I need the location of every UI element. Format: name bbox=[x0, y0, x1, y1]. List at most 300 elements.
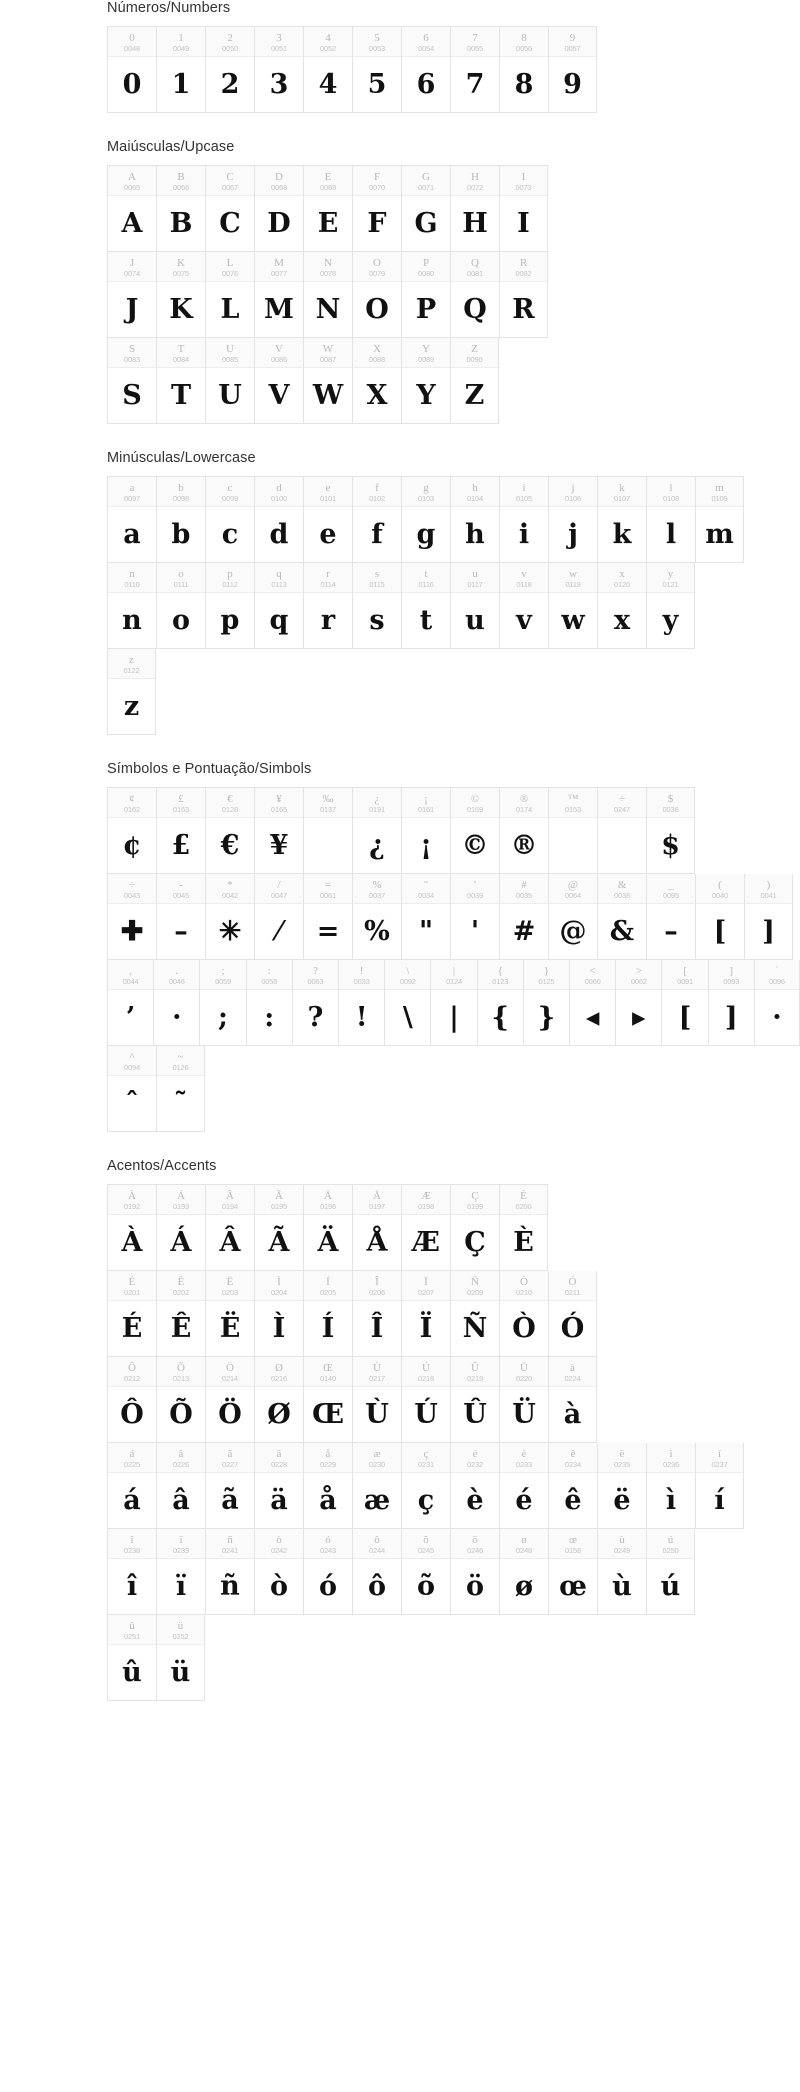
glyph-cell[interactable] bbox=[156, 1046, 205, 1132]
glyph-character-label: Ã bbox=[275, 1189, 283, 1202]
glyph-cell[interactable] bbox=[548, 26, 597, 113]
glyph-cell[interactable] bbox=[401, 1271, 450, 1357]
glyph-cell[interactable] bbox=[499, 476, 548, 563]
glyph-cell[interactable] bbox=[107, 874, 156, 960]
glyph-code-label: 0214 bbox=[222, 1373, 238, 1383]
glyph-cell-header bbox=[157, 563, 205, 593]
glyph-cell-header bbox=[451, 252, 499, 282]
glyph-cell[interactable] bbox=[548, 476, 597, 563]
glyph-preview: k bbox=[612, 519, 632, 550]
glyph-cell-header bbox=[353, 338, 401, 368]
glyph-cell[interactable] bbox=[153, 960, 199, 1046]
glyph-cell[interactable] bbox=[450, 1184, 499, 1271]
glyph-cell[interactable] bbox=[156, 1529, 205, 1615]
glyph-cell[interactable] bbox=[477, 960, 523, 1046]
glyph-character-label: I bbox=[521, 170, 526, 183]
glyph-code-label: 0045 bbox=[173, 890, 189, 900]
glyph-cell[interactable] bbox=[254, 1271, 303, 1357]
glyph-preview: à bbox=[563, 1399, 582, 1430]
glyph-preview: ® bbox=[510, 830, 538, 861]
glyph-cell[interactable] bbox=[352, 165, 401, 252]
glyph-preview: ñ bbox=[220, 1571, 240, 1602]
glyph-cell[interactable] bbox=[695, 1443, 744, 1529]
glyph-preview: Q bbox=[463, 294, 487, 325]
glyph-cell[interactable] bbox=[156, 1271, 205, 1357]
glyph-cell[interactable] bbox=[107, 252, 156, 338]
glyph-cell[interactable] bbox=[156, 476, 205, 563]
glyph-cell[interactable] bbox=[450, 787, 499, 874]
glyph-cell[interactable] bbox=[107, 1443, 156, 1529]
glyph-cell[interactable] bbox=[450, 1357, 499, 1443]
glyph-cell[interactable] bbox=[499, 1184, 548, 1271]
section-title: Acentos/Accents bbox=[107, 1158, 217, 1174]
glyph-cell[interactable] bbox=[254, 476, 303, 563]
glyph-cell[interactable] bbox=[548, 1357, 597, 1443]
glyph-code-label: 0248 bbox=[516, 1545, 532, 1555]
glyph-cell[interactable] bbox=[205, 26, 254, 113]
glyph-cell[interactable] bbox=[352, 874, 401, 960]
glyph-cell-header bbox=[402, 1529, 450, 1559]
glyph-cell[interactable] bbox=[597, 563, 646, 649]
glyph-code-label: 0116 bbox=[418, 579, 434, 589]
glyph-cell[interactable] bbox=[107, 1529, 156, 1615]
glyph-character-label: h bbox=[472, 481, 478, 494]
glyph-character-label: 1 bbox=[178, 31, 184, 44]
glyph-cell[interactable] bbox=[156, 26, 205, 113]
glyph-character-label: \ bbox=[406, 964, 410, 977]
glyph-cell[interactable] bbox=[401, 1357, 450, 1443]
glyph-cell[interactable] bbox=[303, 338, 352, 424]
glyph-cell-header bbox=[598, 874, 646, 904]
glyph-code-label: 0076 bbox=[222, 268, 238, 278]
glyph-character-label: @ bbox=[567, 878, 579, 891]
glyph-cell[interactable] bbox=[450, 26, 499, 113]
glyph-preview: A bbox=[121, 208, 143, 239]
glyph-cell[interactable] bbox=[646, 1443, 695, 1529]
glyph-cell-header bbox=[255, 27, 303, 57]
glyph-cell[interactable] bbox=[352, 787, 401, 874]
glyph-character-label: ! bbox=[359, 964, 364, 977]
glyph-preview: Ä bbox=[317, 1227, 339, 1258]
glyph-cell[interactable] bbox=[646, 874, 695, 960]
glyph-character-label: Õ bbox=[177, 1361, 185, 1374]
glyph-code-label: 0125 bbox=[538, 976, 555, 986]
glyph-character-label: r bbox=[326, 567, 330, 580]
glyph-cell[interactable] bbox=[499, 26, 548, 113]
glyph-cell[interactable] bbox=[548, 874, 597, 960]
glyph-cell[interactable] bbox=[646, 563, 695, 649]
glyph-cell[interactable] bbox=[156, 874, 205, 960]
glyph-preview: [ bbox=[713, 916, 727, 947]
glyph-character-label: 9 bbox=[569, 31, 576, 44]
glyph-character-label: ô bbox=[374, 1533, 380, 1546]
glyph-character-label: ; bbox=[221, 964, 225, 977]
glyph-code-label: 0231 bbox=[418, 1459, 434, 1469]
glyph-preview: B bbox=[169, 208, 193, 239]
glyph-cell[interactable] bbox=[107, 1046, 156, 1132]
glyph-cell[interactable] bbox=[499, 165, 548, 252]
glyph-preview: F bbox=[367, 208, 387, 239]
glyph-preview: n bbox=[122, 605, 142, 636]
glyph-cell[interactable] bbox=[352, 252, 401, 338]
glyph-preview: a bbox=[123, 519, 141, 550]
glyph-cell-header bbox=[157, 1185, 205, 1215]
glyph-cell[interactable] bbox=[205, 252, 254, 338]
glyph-cell[interactable] bbox=[352, 1357, 401, 1443]
glyph-cell[interactable] bbox=[254, 787, 303, 874]
glyph-cell[interactable] bbox=[156, 787, 205, 874]
glyph-code-label: 0120 bbox=[614, 579, 630, 589]
glyph-cell[interactable] bbox=[695, 476, 744, 563]
glyph-cell-header bbox=[157, 1615, 204, 1645]
glyph-character-label: % bbox=[372, 878, 382, 891]
glyph-code-label: 0084 bbox=[173, 354, 189, 364]
glyph-character-label: Á bbox=[177, 1189, 185, 1202]
glyph-cell[interactable] bbox=[352, 26, 401, 113]
glyph-cell[interactable] bbox=[156, 1443, 205, 1529]
glyph-cell[interactable] bbox=[303, 252, 352, 338]
glyph-cell[interactable] bbox=[303, 874, 352, 960]
glyph-cell[interactable] bbox=[548, 1271, 597, 1357]
glyph-cell-header bbox=[157, 1443, 205, 1473]
glyph-character-label: û bbox=[129, 1619, 135, 1632]
glyph-cell[interactable] bbox=[401, 165, 450, 252]
glyph-cell[interactable] bbox=[107, 1271, 156, 1357]
glyph-character-label: t bbox=[424, 567, 428, 580]
glyph-cell[interactable] bbox=[450, 563, 499, 649]
glyph-cell[interactable] bbox=[499, 1529, 548, 1615]
glyph-cell[interactable] bbox=[303, 1271, 352, 1357]
glyph-cell[interactable] bbox=[401, 787, 450, 874]
glyph-character-label: = bbox=[324, 878, 332, 891]
glyph-character-label: ^ bbox=[129, 1050, 135, 1063]
glyph-cell[interactable] bbox=[205, 338, 254, 424]
glyph-cell[interactable] bbox=[205, 563, 254, 649]
glyph-preview: g bbox=[416, 519, 436, 550]
glyph-cell[interactable] bbox=[352, 338, 401, 424]
glyph-character-label: Ø bbox=[275, 1361, 283, 1374]
glyph-preview: 4 bbox=[318, 69, 338, 100]
glyph-cell[interactable] bbox=[107, 960, 153, 1046]
glyph-cell[interactable] bbox=[384, 960, 430, 1046]
glyph-cell[interactable] bbox=[352, 476, 401, 563]
glyph-code-label: 0061 bbox=[320, 890, 336, 900]
glyph-code-label: 0124 bbox=[446, 976, 462, 986]
glyph-code-label: 0052 bbox=[320, 43, 336, 53]
glyph-cell-header bbox=[598, 1529, 646, 1559]
glyph-preview: è bbox=[466, 1485, 484, 1516]
glyph-cell[interactable] bbox=[569, 960, 615, 1046]
glyph-cell[interactable] bbox=[254, 338, 303, 424]
glyph-code-label: 0174 bbox=[516, 804, 532, 814]
glyph-preview: p bbox=[220, 605, 240, 636]
glyph-code-label: 0043 bbox=[124, 890, 140, 900]
glyph-cell[interactable] bbox=[303, 1529, 352, 1615]
glyph-code-label: 0239 bbox=[173, 1545, 189, 1555]
glyph-code-label: 0039 bbox=[467, 890, 483, 900]
glyph-row bbox=[107, 338, 800, 424]
glyph-cell[interactable] bbox=[695, 874, 744, 960]
glyph-code-label: 0086 bbox=[271, 354, 287, 364]
glyph-cell-header bbox=[549, 477, 597, 507]
glyph-cell[interactable] bbox=[499, 1357, 548, 1443]
glyph-cell[interactable] bbox=[107, 338, 156, 424]
glyph-code-label: 0161 bbox=[418, 804, 434, 814]
glyph-cell[interactable] bbox=[107, 649, 156, 735]
glyph-cell[interactable] bbox=[450, 165, 499, 252]
glyph-cell-header bbox=[108, 1443, 156, 1473]
glyph-cell[interactable] bbox=[254, 165, 303, 252]
glyph-code-label: 0252 bbox=[172, 1631, 189, 1641]
glyph-character-label: D bbox=[275, 170, 283, 183]
glyph-cell[interactable] bbox=[303, 165, 352, 252]
glyph-preview: î bbox=[126, 1571, 138, 1602]
glyph-cell[interactable] bbox=[450, 252, 499, 338]
glyph-character-label: K bbox=[177, 256, 185, 269]
glyph-code-label: 0211 bbox=[564, 1287, 581, 1297]
glyph-character-label: Ü bbox=[520, 1361, 528, 1374]
glyph-row bbox=[107, 649, 800, 735]
glyph-character-label: ( bbox=[718, 878, 722, 891]
glyph-cell[interactable] bbox=[156, 338, 205, 424]
glyph-preview: Â bbox=[219, 1227, 241, 1258]
glyph-character-label: & bbox=[617, 878, 627, 891]
glyph-cell[interactable] bbox=[292, 960, 338, 1046]
glyph-cell[interactable] bbox=[254, 1184, 303, 1271]
glyph-cell[interactable] bbox=[107, 1184, 156, 1271]
glyph-preview: ¿ bbox=[369, 830, 385, 861]
glyph-cell[interactable] bbox=[254, 563, 303, 649]
glyph-code-label: 0100 bbox=[271, 493, 287, 503]
glyph-cell[interactable] bbox=[430, 960, 476, 1046]
glyph-cell[interactable] bbox=[352, 1271, 401, 1357]
glyph-cell[interactable] bbox=[499, 252, 548, 338]
glyph-cell[interactable] bbox=[205, 165, 254, 252]
glyph-character-label: 4 bbox=[325, 31, 331, 44]
glyph-code-label: 0107 bbox=[614, 493, 630, 503]
glyph-cell-header bbox=[108, 563, 156, 593]
glyph-cell[interactable] bbox=[401, 1529, 450, 1615]
glyph-preview: € bbox=[220, 830, 240, 861]
glyph-cell-header bbox=[353, 252, 401, 282]
glyph-cell[interactable] bbox=[254, 1357, 303, 1443]
glyph-cell[interactable] bbox=[499, 874, 548, 960]
glyph-cell[interactable] bbox=[548, 563, 597, 649]
glyph-code-label: 0079 bbox=[369, 268, 385, 278]
glyph-cell[interactable] bbox=[450, 476, 499, 563]
glyph-code-label: 0117 bbox=[467, 579, 483, 589]
glyph-cell[interactable] bbox=[156, 563, 205, 649]
glyph-cell[interactable] bbox=[708, 960, 754, 1046]
glyph-cell[interactable] bbox=[199, 960, 245, 1046]
glyph-cell[interactable] bbox=[401, 1184, 450, 1271]
glyph-cell[interactable] bbox=[107, 787, 156, 874]
glyph-code-label: 0090 bbox=[466, 354, 483, 364]
glyph-cell[interactable] bbox=[303, 787, 352, 874]
glyph-preview: 9 bbox=[563, 69, 582, 100]
glyph-cell[interactable] bbox=[450, 1271, 499, 1357]
glyph-cell[interactable] bbox=[597, 1529, 646, 1615]
glyph-cell[interactable] bbox=[254, 874, 303, 960]
glyph-cell[interactable] bbox=[499, 1271, 548, 1357]
glyph-cell[interactable] bbox=[338, 960, 384, 1046]
glyph-cell[interactable] bbox=[754, 960, 800, 1046]
glyph-row bbox=[107, 1184, 800, 1271]
glyph-cell[interactable] bbox=[499, 563, 548, 649]
glyph-cell[interactable] bbox=[401, 476, 450, 563]
glyph-cell[interactable] bbox=[205, 1443, 254, 1529]
glyph-cell[interactable] bbox=[401, 563, 450, 649]
glyph-character-label: œ bbox=[569, 1533, 577, 1546]
glyph-cell[interactable] bbox=[107, 165, 156, 252]
glyph-cell[interactable] bbox=[254, 252, 303, 338]
glyph-cell[interactable] bbox=[205, 476, 254, 563]
glyph-cell-header bbox=[598, 788, 646, 818]
glyph-cell[interactable] bbox=[303, 1443, 352, 1529]
glyph-cell[interactable] bbox=[401, 26, 450, 113]
glyph-preview: v bbox=[516, 605, 532, 636]
glyph-cell[interactable] bbox=[499, 1443, 548, 1529]
glyph-row bbox=[107, 26, 800, 113]
glyph-cell[interactable] bbox=[499, 787, 548, 874]
glyph-cell[interactable] bbox=[352, 1184, 401, 1271]
glyph-character-label: Í bbox=[326, 1275, 330, 1288]
glyph-cell-header bbox=[206, 1357, 254, 1387]
glyph-cell[interactable] bbox=[401, 874, 450, 960]
glyph-cell[interactable] bbox=[548, 1443, 597, 1529]
glyph-cell[interactable] bbox=[156, 1184, 205, 1271]
glyph-cell[interactable] bbox=[597, 476, 646, 563]
glyph-cell[interactable] bbox=[107, 1357, 156, 1443]
glyph-cell-header bbox=[549, 1443, 597, 1473]
glyph-preview: w bbox=[561, 605, 585, 636]
glyph-cell[interactable] bbox=[303, 26, 352, 113]
glyph-cell[interactable] bbox=[254, 26, 303, 113]
glyph-cell[interactable] bbox=[156, 165, 205, 252]
glyph-cell[interactable] bbox=[597, 787, 646, 874]
glyph-cell-header bbox=[696, 477, 743, 507]
glyph-character-label: x bbox=[619, 567, 625, 580]
glyph-cell[interactable] bbox=[156, 252, 205, 338]
glyph-cell[interactable] bbox=[744, 874, 793, 960]
glyph-preview: · bbox=[772, 1002, 782, 1033]
glyph-code-label: 0034 bbox=[418, 890, 434, 900]
glyph-cell[interactable] bbox=[156, 1615, 205, 1701]
glyph-code-label: 0162 bbox=[124, 804, 140, 814]
glyph-code-label: 0109 bbox=[711, 493, 728, 503]
glyph-character-label: W bbox=[322, 342, 334, 355]
glyph-cell-header bbox=[353, 1529, 401, 1559]
glyph-code-label: 0204 bbox=[271, 1287, 287, 1297]
glyph-cell[interactable] bbox=[205, 787, 254, 874]
glyph-cell[interactable] bbox=[205, 1529, 254, 1615]
glyph-cell[interactable] bbox=[548, 1529, 597, 1615]
glyph-character-label: ‰ bbox=[322, 792, 334, 805]
glyph-cell[interactable] bbox=[450, 338, 499, 424]
glyph-cell[interactable] bbox=[450, 874, 499, 960]
glyph-cell[interactable] bbox=[597, 874, 646, 960]
glyph-character-label: Ä bbox=[324, 1189, 332, 1202]
glyph-cell-header bbox=[206, 788, 254, 818]
glyph-preview: Å bbox=[366, 1227, 388, 1258]
glyph-cell[interactable] bbox=[254, 1529, 303, 1615]
glyph-cell[interactable] bbox=[523, 960, 569, 1046]
glyph-cell[interactable] bbox=[205, 1271, 254, 1357]
glyph-preview: ' bbox=[470, 916, 480, 947]
glyph-character-label: C bbox=[226, 170, 234, 183]
glyph-code-label: 0202 bbox=[173, 1287, 189, 1297]
glyph-cell-header bbox=[745, 874, 792, 904]
glyph-cell[interactable] bbox=[303, 563, 352, 649]
glyph-cell-header bbox=[157, 338, 205, 368]
glyph-cell[interactable] bbox=[107, 563, 156, 649]
glyph-cell[interactable] bbox=[450, 1443, 499, 1529]
glyph-cell[interactable] bbox=[156, 1357, 205, 1443]
glyph-cell[interactable] bbox=[646, 787, 695, 874]
glyph-cell[interactable] bbox=[646, 1529, 695, 1615]
glyph-preview: Ü bbox=[512, 1399, 536, 1430]
glyph-cell-header bbox=[206, 563, 254, 593]
glyph-character-label: È bbox=[520, 1189, 527, 1202]
glyph-cell[interactable] bbox=[107, 26, 156, 113]
glyph-cell[interactable] bbox=[205, 1184, 254, 1271]
glyph-preview: U bbox=[218, 380, 242, 411]
glyph-preview: b bbox=[171, 519, 191, 550]
glyph-cell[interactable] bbox=[450, 1529, 499, 1615]
glyph-code-label: 0123 bbox=[492, 976, 509, 986]
glyph-code-label: 0075 bbox=[173, 268, 189, 278]
glyph-cell[interactable] bbox=[646, 476, 695, 563]
glyph-cell[interactable] bbox=[246, 960, 292, 1046]
glyph-cell[interactable] bbox=[205, 874, 254, 960]
glyph-preview: ä bbox=[270, 1485, 288, 1516]
glyph-cell[interactable] bbox=[303, 476, 352, 563]
glyph-cell-header bbox=[108, 960, 153, 990]
glyph-cell[interactable] bbox=[548, 787, 597, 874]
glyph-code-label: 0226 bbox=[173, 1459, 189, 1469]
glyph-cell[interactable] bbox=[107, 1615, 156, 1701]
glyph-cell[interactable] bbox=[401, 338, 450, 424]
glyph-cell-header bbox=[755, 960, 799, 990]
glyph-cell-header bbox=[108, 1357, 156, 1387]
glyph-cell[interactable] bbox=[352, 1529, 401, 1615]
glyph-cell[interactable] bbox=[352, 1443, 401, 1529]
glyph-cell[interactable] bbox=[254, 1443, 303, 1529]
glyph-code-label: 0140 bbox=[320, 1373, 336, 1383]
glyph-cell[interactable] bbox=[303, 1357, 352, 1443]
glyph-cell[interactable] bbox=[205, 1357, 254, 1443]
glyph-preview: L bbox=[220, 294, 240, 325]
glyph-cell[interactable] bbox=[303, 1184, 352, 1271]
glyph-cell[interactable] bbox=[597, 1443, 646, 1529]
glyph-character-label: ò bbox=[276, 1533, 282, 1546]
glyph-code-label: 0071 bbox=[418, 182, 434, 192]
glyph-cell[interactable] bbox=[661, 960, 707, 1046]
glyph-cell[interactable] bbox=[401, 252, 450, 338]
glyph-character-label: s bbox=[374, 567, 380, 580]
glyph-cell[interactable] bbox=[401, 1443, 450, 1529]
glyph-character-label: m bbox=[715, 481, 724, 494]
glyph-preview: 5 bbox=[367, 69, 387, 100]
glyph-cell-header bbox=[339, 960, 384, 990]
glyph-cell-header bbox=[402, 252, 450, 282]
glyph-cell[interactable] bbox=[107, 476, 156, 563]
glyph-cell[interactable] bbox=[352, 563, 401, 649]
glyph-character-label: G bbox=[422, 170, 430, 183]
glyph-cell-header bbox=[200, 960, 245, 990]
glyph-code-label: 0048 bbox=[124, 43, 140, 53]
glyph-cell[interactable] bbox=[615, 960, 661, 1046]
